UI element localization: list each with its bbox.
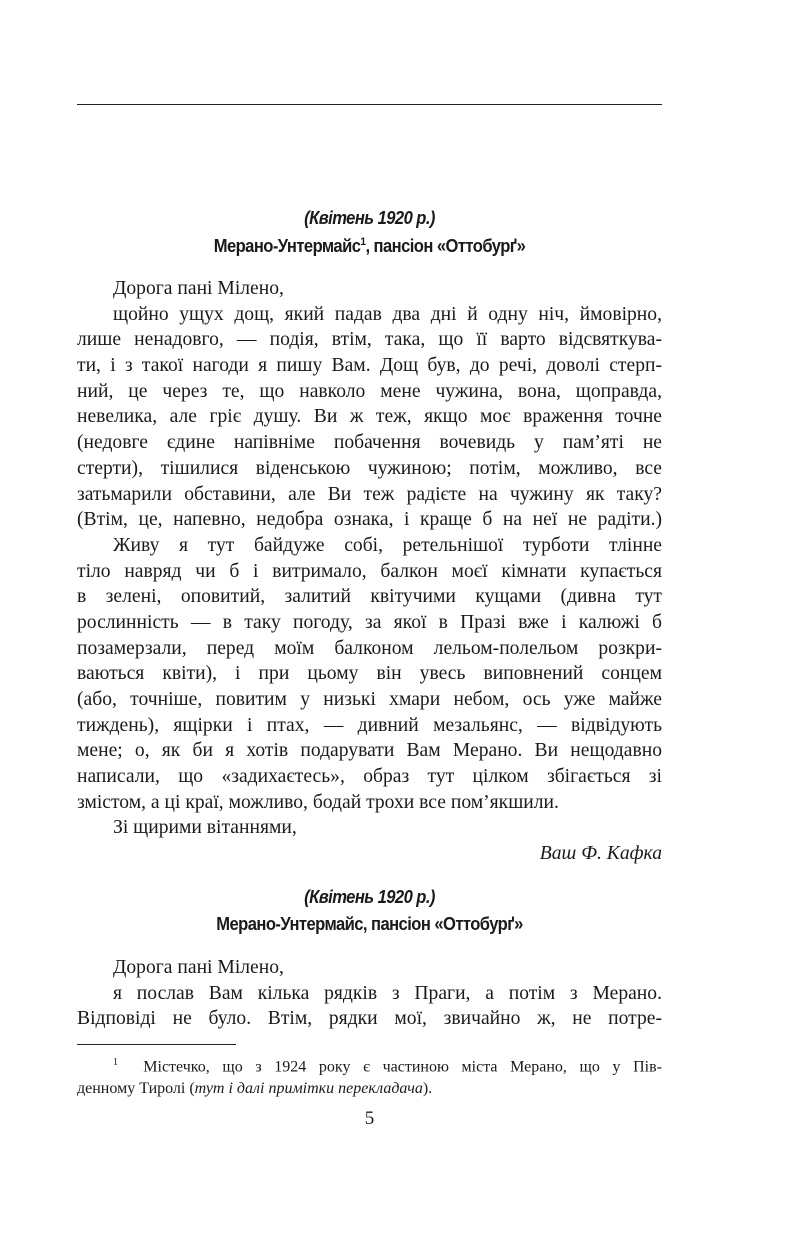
letter2-date: (Квітень 1920 р.) [304,887,435,907]
text-line: лише ненадовго, — подія, втім, така, що її варто відсвяткува- [77,329,662,351]
footnote [77,1050,662,1101]
footnote-text: ). [422,1079,433,1097]
text-line: тиждень), ящірки і птах, — дивний мезальянс, — відвідують [77,714,662,736]
text-line: (Втім, це, напевно, недобра ознака, і краще б на неї не радіти.) [77,509,662,531]
text-line: ваються квіти), і при цьому він увесь виповнений сонцем [77,663,662,685]
footnote-text: Містечко, що з 1924 року є частиною міста Мерано, що у Пів- [143,1058,663,1076]
text-line: (недовге єдине напівніме побачення вочевидь у пам’яті не [77,432,662,454]
text-line: я послав Вам кілька рядків з Праги, а потім з Мерано. [113,982,662,1004]
footnote-line [77,1076,662,1102]
text-line: Живу я тут байдуже собі, ретельнішої турботи тлінне [113,534,662,556]
closing: Зі щирими вітаннями, [113,817,297,839]
top-rule [77,104,662,105]
text-line: невелика, але гріє душу. Ви ж теж, якщо моє враження точне [77,406,662,428]
text-line: затьмарили обставини, але Ви теж радієте на чужину як таку? [77,483,662,505]
letter1-place-name: Мерано-Унтермайс [213,236,361,256]
text-line: Відповіді не було. Втім, рядки мої, звичайно ж, не потре- [77,1008,662,1030]
footnote-text: денному Тиролі ( [77,1079,195,1097]
letter1-place [100,236,638,257]
letter1-place-rest: , пансіон «Оттобурґ» [365,236,526,256]
letter1-body [77,276,662,867]
footnote-italic: тут і далі примітки перекладача [194,1079,423,1097]
letter2-place: Мерано-Унтермайс, пансіон «Оттобурґ» [216,914,523,934]
footnote-mark: 1 [113,1057,118,1068]
page-number: 5 [364,1108,375,1129]
letter2-body [77,955,662,1032]
text-line: змістом, а ці краї, можливо, бодай трохи все пом’якшили. [77,791,559,813]
text-line: тіло навряд чи б і витримало, балкон моєї кімнати купається [77,560,662,582]
footnote-rule [77,1044,236,1045]
text-line: ний, це через те, що навколо мене чужина, вона, щоправда, [77,380,662,402]
signature: Ваш Ф. Кафка [539,843,662,865]
text-line: щойно ущух дощ, який падав два дні й одну ніч, ймовірно, [113,303,662,325]
footnote-ref: 1 [360,236,366,248]
footnote-line [77,1050,662,1076]
text-line: написали, що «задихаєтесь», образ тут цілком збігається зі [77,766,662,788]
text-line: (або, точніше, повитим у низькі хмари небом, ось уже майже [77,689,662,710]
salutation: Дорога пані Мілено, [113,278,284,299]
text-line: позамерзали, перед моїм балконом лельом-полельом розкри- [77,637,662,659]
letter1-date: (Квітень 1920 р.) [304,208,435,228]
salutation: Дорога пані Мілено, [113,957,284,978]
text-line: мене; о, як би я хотів подарувати Вам Мерано. Ви нещодавно [77,740,662,762]
text-line: стерти), тішилися віденською чужиною; потім, можливо, все [77,457,662,479]
text-line: ти, і з такої нагоди я пишу Вам. Дощ був, до речі, доволі стерп- [77,355,662,377]
text-line: рослинність — в таку погоду, за якої в Празі вже і калюжі б [77,611,662,633]
text-line: в зелені, оповитий, залитий квітучими кущами (дивна тут [77,586,662,608]
